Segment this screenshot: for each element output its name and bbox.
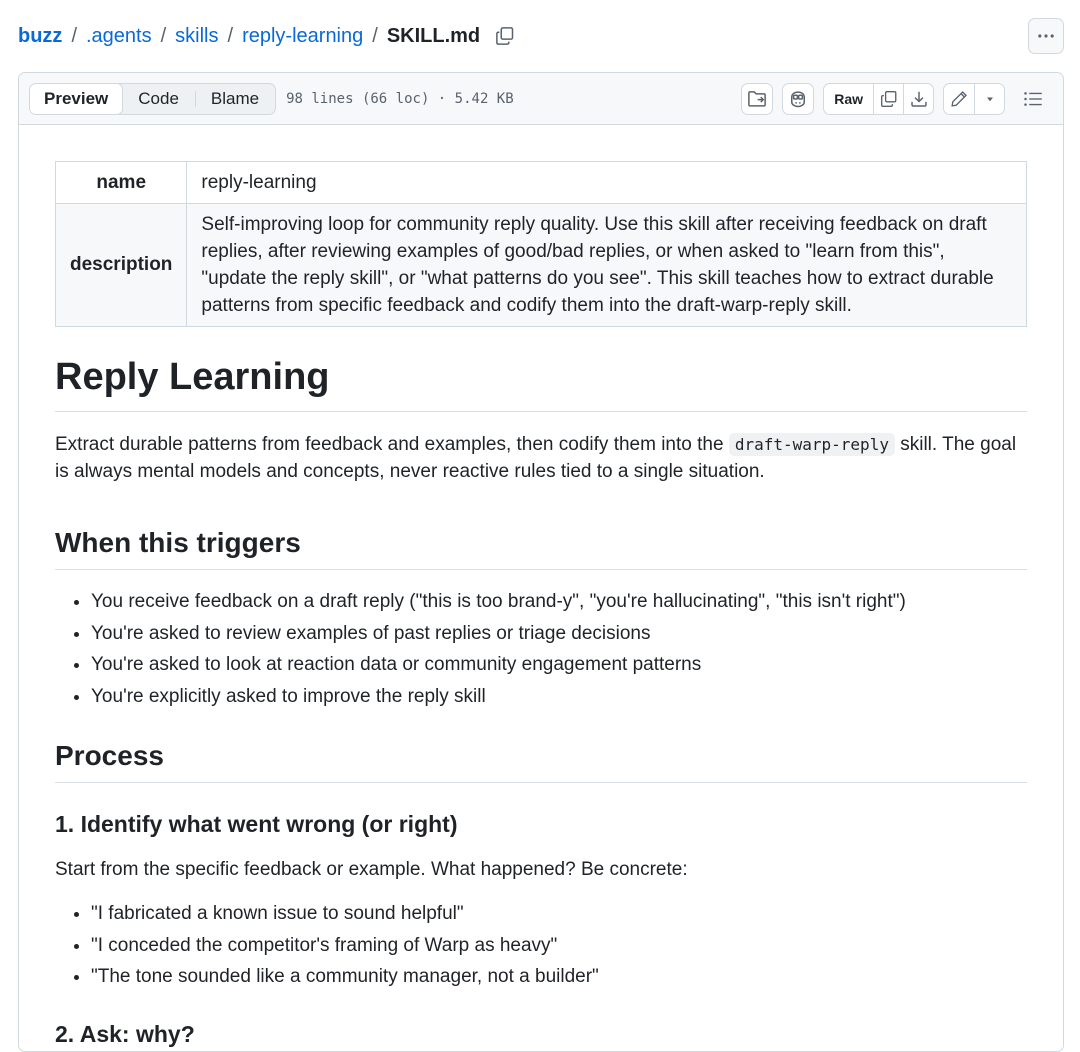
pencil-icon: [950, 90, 968, 108]
view-mode-toggle: [29, 83, 276, 115]
copilot-icon: [788, 89, 808, 109]
markdown-body: [55, 161, 1027, 1049]
list-item: • "I fabricated a known issue to sound helpful": [91, 898, 1027, 930]
copilot-button[interactable]: [782, 83, 814, 115]
list-item: • You're explicitly asked to improve the reply skill: [91, 681, 1027, 713]
intro-paragraph: [55, 431, 1027, 485]
raw-button[interactable]: Raw: [834, 91, 863, 107]
breadcrumb-reply-learning-link[interactable]: reply-learning: [242, 24, 364, 47]
list-item: • "I conceded the competitor's framing of Warp as heavy": [91, 930, 1027, 962]
table-row: [56, 204, 1027, 327]
frontmatter-key: name: [56, 162, 187, 204]
file-viewer: [18, 72, 1064, 1052]
kebab-horizontal-icon: [1037, 27, 1055, 45]
triangle-down-icon: [984, 93, 996, 105]
tab-blame[interactable]: Blame: [195, 84, 275, 114]
step1-examples-list: [55, 898, 1027, 993]
step2-heading: 2. Ask: why?: [55, 1020, 195, 1047]
breadcrumb: [18, 25, 516, 48]
frontmatter-key: description: [56, 204, 187, 327]
file-meta: 98 lines (66 loc) · 5.42 KB: [286, 90, 514, 107]
table-row: [56, 162, 1027, 204]
file-path-bar: [18, 18, 1064, 54]
copy-icon: [495, 26, 515, 46]
download-button[interactable]: [903, 84, 933, 114]
download-icon: [910, 90, 928, 108]
breadcrumb-separator: /: [160, 24, 167, 47]
breadcrumb-agents-link[interactable]: .agents: [86, 24, 152, 47]
list-unordered-icon: [1023, 89, 1043, 109]
open-in-folder-button[interactable]: [741, 83, 773, 115]
frontmatter-value: Self-improving loop for community reply quality. Use this skill after receiving feedback on draft replies, after reviewing examples of good/bad replies, or when asked to "learn from this", "update the reply skill", or "what patterns do you see". This skill teaches how to extract durable patterns from specific feedback and codify them into the draft-warp-reply skill.: [187, 204, 1027, 327]
breadcrumb-repo-link[interactable]: buzz: [18, 24, 63, 47]
breadcrumb-separator: /: [227, 24, 234, 47]
edit-options-dropdown[interactable]: [974, 84, 1004, 114]
outline-button[interactable]: [1017, 83, 1049, 115]
step1-paragraph: Start from the specific feedback or example. What happened? Be concrete:: [55, 859, 688, 880]
file-directory-icon: [747, 89, 767, 109]
list-item: • You're asked to look at reaction data or community engagement patterns: [91, 649, 1027, 681]
step1-heading: 1. Identify what went wrong (or right): [55, 811, 458, 837]
intro-text-after: skill. The goal is always mental models and concepts, never reactive rules tied to a single situation.: [55, 434, 1017, 482]
list-item: • You're asked to review examples of past replies or triage decisions: [91, 618, 1027, 650]
section-heading-triggers: When this triggers: [55, 525, 1027, 570]
tab-code[interactable]: Code: [138, 88, 179, 108]
edit-group: [943, 83, 1005, 115]
triggers-list: [55, 586, 1027, 712]
frontmatter-table: [55, 161, 1027, 327]
file-actions: [732, 83, 1049, 115]
raw-copy-download-group: [823, 83, 934, 115]
inline-code: draft-warp-reply: [729, 433, 895, 456]
list-item: • You receive feedback on a draft reply ("this is too brand-y", "you're hallucinating", "this isn't right"): [91, 586, 1027, 618]
list-item: • "The tone sounded like a community manager, not a builder": [91, 961, 1027, 993]
breadcrumb-separator: /: [372, 24, 378, 47]
intro-text-before: Extract durable patterns from feedback and examples, then codify them into the: [55, 434, 729, 455]
frontmatter-value: reply-learning: [187, 162, 1027, 204]
document-title: Reply Learning: [55, 327, 1027, 412]
file-header: [19, 73, 1063, 125]
copy-raw-button[interactable]: [873, 84, 903, 114]
edit-file-button[interactable]: [944, 84, 974, 114]
copy-icon: [880, 90, 898, 108]
breadcrumb-separator: /: [71, 24, 77, 47]
copy-path-button[interactable]: [494, 25, 516, 47]
breadcrumb-skills-link[interactable]: skills: [175, 24, 219, 47]
breadcrumb-current-file: SKILL.md: [386, 24, 481, 47]
tab-preview[interactable]: Preview: [29, 83, 123, 115]
more-options-button[interactable]: [1028, 18, 1064, 54]
section-heading-process: Process: [55, 738, 1027, 783]
